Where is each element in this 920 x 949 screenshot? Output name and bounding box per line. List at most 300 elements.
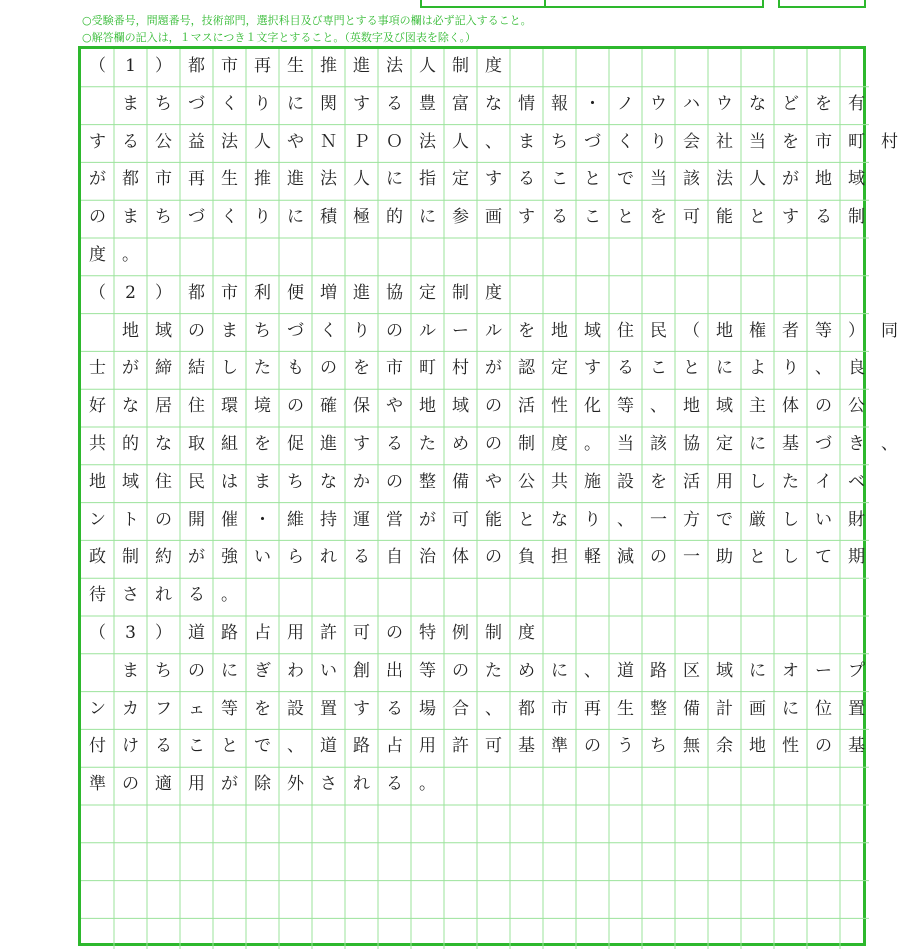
answer-char: 生 [617, 698, 634, 719]
answer-char: 期 [848, 547, 865, 568]
answer-char: 公 [848, 396, 865, 417]
answer-char: と [617, 207, 634, 228]
answer-char: 特 [419, 623, 436, 643]
answer-char: 出 [386, 660, 403, 681]
answer-char: 占 [254, 623, 271, 643]
answer-char: （ [89, 282, 106, 303]
answer-char: の [584, 736, 601, 757]
answer-char: 公 [518, 471, 535, 492]
answer-char: 進 [353, 282, 370, 303]
answer-char: ー [815, 660, 832, 681]
answer-char: る [122, 131, 139, 152]
answer-char: ） [155, 623, 172, 643]
answer-char: 合 [452, 698, 469, 719]
answer-char: て [815, 547, 832, 568]
answer-char: 維 [287, 509, 304, 530]
answer-char: 結 [188, 358, 205, 379]
answer-row [81, 200, 863, 238]
answer-char: 置 [848, 698, 865, 719]
answer-char: 有 [848, 93, 865, 114]
answer-char: し [749, 471, 766, 492]
answer-char: る [353, 547, 370, 568]
answer-char: り [254, 93, 271, 114]
answer-char: 整 [650, 698, 667, 719]
question-number-box[interactable] [544, 0, 764, 8]
answer-char: 強 [221, 547, 238, 568]
answer-char: や [386, 396, 403, 417]
answer-char: す [353, 434, 370, 454]
answer-char: ぎ [254, 660, 271, 681]
answer-row [81, 578, 863, 616]
answer-char: の [386, 623, 403, 643]
answer-char: 士 [89, 358, 106, 379]
answer-char: イ [815, 471, 832, 492]
answer-char: 可 [683, 207, 700, 228]
answer-char: 体 [782, 396, 799, 417]
answer-char: を [650, 207, 667, 228]
answer-char: こ [650, 358, 667, 379]
answer-char: を [782, 131, 799, 152]
answer-row [81, 616, 863, 654]
answer-char: づ [188, 207, 205, 228]
answer-char: 進 [353, 56, 370, 76]
answer-char: 。 [584, 434, 601, 454]
answer-char: に [749, 434, 766, 454]
answer-char: 地 [683, 396, 700, 417]
answer-char: ノ [617, 93, 634, 114]
answer-char: 確 [320, 396, 337, 417]
answer-char: 担 [551, 547, 568, 568]
answer-char: 路 [650, 660, 667, 681]
answer-char: 極 [353, 207, 370, 228]
answer-char: 度 [89, 245, 106, 265]
answer-char: な [155, 434, 172, 454]
answer-char: 共 [551, 471, 568, 492]
answer-char: 良 [848, 358, 865, 379]
answer-char: 域 [716, 396, 733, 417]
answer-char: 都 [188, 282, 205, 303]
answer-char: 住 [188, 396, 205, 417]
answer-row [81, 692, 863, 730]
answer-char [81, 663, 114, 680]
answer-char: は [221, 471, 238, 492]
answer-char: 営 [386, 509, 403, 530]
answer-char: 、 [617, 509, 634, 530]
answer-char: 積 [320, 207, 337, 228]
answer-char: ち [254, 320, 271, 341]
answer-char: 推 [254, 169, 271, 190]
answer-char: カ [122, 698, 139, 719]
answer-char: 都 [188, 56, 205, 76]
answer-char: 用 [716, 471, 733, 492]
answer-char: 路 [353, 736, 370, 757]
answer-char: 準 [551, 736, 568, 757]
answer-char: 、 [485, 131, 502, 152]
answer-char: 制 [485, 623, 502, 643]
answer-char: く [320, 320, 337, 341]
answer-char: が [122, 358, 139, 379]
answer-char: う [617, 736, 634, 757]
answer-row [81, 238, 863, 276]
answer-char: る [386, 93, 403, 114]
answer-char: る [386, 434, 403, 454]
answer-char: が [221, 774, 238, 795]
answer-char: る [518, 169, 535, 190]
answer-char: 道 [188, 623, 205, 643]
answer-char: り [584, 509, 601, 530]
answer-char: い [815, 509, 832, 530]
answer-char: ま [254, 471, 271, 492]
answer-char: る [386, 774, 403, 795]
answer-char: 創 [353, 660, 370, 681]
answer-char: ま [122, 207, 139, 228]
answer-char: 無 [683, 736, 700, 757]
answer-char: の [89, 207, 106, 228]
answer-char: 位 [815, 698, 832, 719]
answer-char: に [386, 169, 403, 190]
answer-char: 法 [716, 169, 733, 190]
answer-char: ら [287, 547, 304, 568]
answer-char: け [122, 736, 139, 757]
answer-char: 場 [419, 698, 436, 719]
answer-char: 助 [716, 547, 733, 568]
answer-char: の [485, 547, 502, 568]
answer-char: フ [155, 698, 172, 719]
answer-row [81, 351, 863, 389]
answer-sheet[interactable] [78, 46, 898, 946]
answer-char: し [221, 358, 238, 379]
answer-char: ち [155, 93, 172, 114]
answer-char: 設 [287, 698, 304, 719]
answer-char: の [452, 660, 469, 681]
answer-char: 用 [419, 736, 436, 757]
answer-char: 便 [287, 282, 304, 303]
answer-char: ち [155, 660, 172, 681]
answer-char: 進 [287, 169, 304, 190]
answer-char: 減 [617, 547, 634, 568]
answer-char: り [254, 207, 271, 228]
answer-char: ベ [848, 471, 865, 492]
answer-char: 厳 [749, 509, 766, 530]
answer-char: 促 [287, 434, 304, 454]
answer-row [81, 540, 863, 578]
answer-char: を [650, 471, 667, 492]
answer-char: に [782, 698, 799, 719]
answer-char: な [551, 509, 568, 530]
answer-char: 地 [815, 169, 832, 190]
answer-char: を [815, 93, 832, 114]
answer-char: 市 [551, 698, 568, 719]
answer-char: が [89, 169, 106, 190]
answer-char: 定 [452, 169, 469, 190]
answer-char: 進 [320, 434, 337, 454]
answer-char: す [485, 169, 502, 190]
answer-char: 整 [419, 471, 436, 492]
answer-char: の [155, 509, 172, 530]
answer-char: 市 [815, 131, 832, 152]
answer-char: 地 [122, 320, 139, 341]
answer-row [81, 125, 898, 163]
answer-char: 市 [155, 169, 172, 190]
answer-char: で [254, 736, 271, 757]
answer-char: が [419, 509, 436, 530]
answer-char: ど [782, 93, 799, 114]
answer-char: 共 [89, 434, 106, 454]
exam-number-box[interactable] [420, 0, 546, 8]
answer-char: 度 [485, 282, 502, 303]
answer-char: プ [848, 660, 865, 681]
answer-char: の [320, 358, 337, 379]
answer-char: の [188, 660, 205, 681]
answer-char: 該 [650, 434, 667, 454]
answer-char: 外 [287, 774, 304, 795]
answer-char: を [254, 698, 271, 719]
answer-char: な [320, 471, 337, 492]
answer-char: 活 [518, 396, 535, 417]
answer-char: い [320, 660, 337, 681]
answer-char: で [617, 169, 634, 190]
answer-char: ウ [716, 93, 733, 114]
answer-char: 人 [419, 56, 436, 76]
answer-char: 公 [155, 131, 172, 152]
answer-char: れ [155, 585, 172, 606]
answer-char: 等 [815, 320, 832, 341]
answer-row [81, 87, 863, 125]
answer-char: 取 [188, 434, 205, 454]
answer-char: 制 [848, 207, 865, 228]
answer-char: と [683, 358, 700, 379]
answer-char: る [815, 207, 832, 228]
answer-char: 的 [122, 434, 139, 454]
answer-char: 都 [122, 169, 139, 190]
answer-char: の [485, 396, 502, 417]
answer-char: 地 [89, 471, 106, 492]
answer-row [81, 465, 863, 503]
answer-char: 計 [716, 698, 733, 719]
answer-char: 認 [518, 358, 535, 379]
answer-char: づ [188, 93, 205, 114]
answer-char: 軽 [584, 547, 601, 568]
answer-char: 情 [518, 93, 535, 114]
answer-char: 定 [716, 434, 733, 454]
answer-char: ・ [254, 509, 271, 530]
answer-char: 約 [155, 547, 172, 568]
answer-char [81, 96, 114, 113]
answer-char: 度 [518, 623, 535, 643]
answer-char: ） [848, 320, 865, 341]
answer-char: 自 [386, 547, 403, 568]
answer-char: 準 [89, 774, 106, 795]
answer-char: 域 [584, 320, 601, 341]
answer-char: 市 [221, 282, 238, 303]
answer-char: 域 [716, 660, 733, 681]
answer-char: 地 [551, 320, 568, 341]
answer-row [81, 503, 863, 541]
answer-char: す [518, 207, 535, 228]
answer-char: る [155, 736, 172, 757]
answer-row [81, 729, 863, 767]
answer-char: 。 [122, 245, 139, 265]
answer-char: こ [551, 169, 568, 190]
answer-char: 余 [716, 736, 733, 757]
answer-char: 1 [125, 56, 136, 76]
answer-char: の [386, 471, 403, 492]
answer-char: が [485, 358, 502, 379]
answer-char: 治 [419, 547, 436, 568]
answer-char: ・ [584, 93, 601, 114]
answer-char: す [89, 131, 106, 152]
answer-char: 人 [254, 131, 271, 152]
answer-char: 市 [221, 56, 238, 76]
answer-char: 制 [452, 282, 469, 303]
answer-char: 制 [518, 434, 535, 454]
answer-char: 置 [320, 698, 337, 719]
answer-row [81, 767, 863, 805]
answer-char: た [419, 434, 436, 454]
answer-char: ち [155, 207, 172, 228]
answer-char: 居 [155, 396, 172, 417]
answer-char: 権 [749, 320, 766, 341]
answer-char: ま [518, 131, 535, 152]
answer-char: た [485, 660, 502, 681]
answer-char: 再 [584, 698, 601, 719]
answer-char: 一 [683, 547, 700, 568]
answer-char: 負 [518, 547, 535, 568]
answer-char: ま [221, 320, 238, 341]
answer-row [81, 162, 863, 200]
answer-char: づ [287, 320, 304, 341]
answer-char: 備 [683, 698, 700, 719]
answer-char: 2 [125, 282, 136, 303]
answer-char: 開 [188, 509, 205, 530]
answer-char: 同 [881, 320, 898, 341]
answer-char: ハ [683, 93, 700, 114]
answer-char: と [584, 169, 601, 190]
answer-char: ル [485, 320, 502, 341]
answer-char: 法 [221, 131, 238, 152]
answer-char: ン [89, 698, 106, 719]
answer-char: 、 [584, 660, 601, 681]
answer-char: 法 [320, 169, 337, 190]
answer-char: 、 [650, 396, 667, 417]
answer-char: 除 [254, 774, 271, 795]
answer-char: 定 [551, 358, 568, 379]
answer-char: 設 [617, 471, 634, 492]
answer-char: 保 [353, 396, 370, 417]
answer-row [81, 654, 863, 692]
answer-char: さ [320, 774, 337, 795]
answer-char: の [650, 547, 667, 568]
answer-char: 住 [155, 471, 172, 492]
answer-char: ち [287, 471, 304, 492]
answer-char: 主 [749, 396, 766, 417]
answer-char: か [353, 471, 370, 492]
answer-text-area[interactable] [81, 49, 898, 943]
answer-char: た [782, 471, 799, 492]
answer-char: と [221, 736, 238, 757]
answer-char: る [188, 585, 205, 606]
answer-char: 道 [617, 660, 634, 681]
subject-box[interactable] [778, 0, 866, 8]
answer-char: れ [320, 547, 337, 568]
answer-char: 道 [320, 736, 337, 757]
answer-char: 用 [287, 623, 304, 643]
answer-char: 生 [287, 56, 304, 76]
answer-char: に [221, 660, 238, 681]
answer-char: 村 [452, 358, 469, 379]
answer-char: ト [122, 509, 139, 530]
answer-row [81, 49, 863, 87]
answer-char: 増 [320, 282, 337, 303]
answer-char: 、 [485, 698, 502, 719]
answer-char: の [122, 774, 139, 795]
answer-char: 域 [848, 169, 865, 190]
answer-char: 民 [188, 471, 205, 492]
answer-char: る [617, 358, 634, 379]
answer-row [81, 843, 863, 881]
answer-char: と [749, 547, 766, 568]
answer-char: ま [122, 93, 139, 114]
answer-char: ェ [188, 698, 205, 719]
answer-char: 財 [848, 509, 865, 530]
answer-char: 環 [221, 396, 238, 417]
answer-char: 該 [683, 169, 700, 190]
answer-char: こ [584, 207, 601, 228]
answer-char: 可 [353, 623, 370, 643]
answer-char: い [254, 547, 271, 568]
answer-char: （ [683, 320, 700, 341]
answer-char: る [551, 207, 568, 228]
answer-char: こ [188, 736, 205, 757]
answer-char: 協 [386, 282, 403, 303]
answer-char: 再 [254, 56, 271, 76]
answer-char: め [452, 434, 469, 454]
answer-char: 性 [551, 396, 568, 417]
answer-char: 報 [551, 93, 568, 114]
answer-char: 住 [617, 320, 634, 341]
answer-char: し [782, 547, 799, 568]
answer-char: 境 [254, 396, 271, 417]
answer-char: 。 [419, 774, 436, 795]
answer-char: に [551, 660, 568, 681]
answer-char: と [518, 509, 535, 530]
instruction-line-1: ○受験番号，問題番号，技術部門，選択科目及び専門とする事項の欄は必ず記入すること。 [82, 14, 532, 27]
answer-char: 地 [716, 320, 733, 341]
answer-char: 可 [452, 509, 469, 530]
answer-char: 参 [452, 207, 469, 228]
answer-char: 付 [89, 736, 106, 757]
answer-row [81, 314, 898, 352]
answer-char: 画 [485, 207, 502, 228]
answer-char: 地 [419, 396, 436, 417]
answer-char: 町 [848, 131, 865, 152]
answer-char: 、 [815, 358, 832, 379]
answer-char: の [287, 396, 304, 417]
answer-char: ま [122, 660, 139, 681]
answer-row [81, 881, 863, 919]
answer-char: な [122, 396, 139, 417]
answer-char: 化 [584, 396, 601, 417]
answer-char: を [518, 320, 535, 341]
answer-char: 許 [452, 736, 469, 757]
answer-char: 当 [617, 434, 634, 454]
answer-char: に [287, 93, 304, 114]
answer-char: 当 [749, 131, 766, 152]
answer-char: 好 [89, 396, 106, 417]
answer-char: の [386, 320, 403, 341]
answer-char: 関 [320, 93, 337, 114]
answer-char: 能 [485, 509, 502, 530]
